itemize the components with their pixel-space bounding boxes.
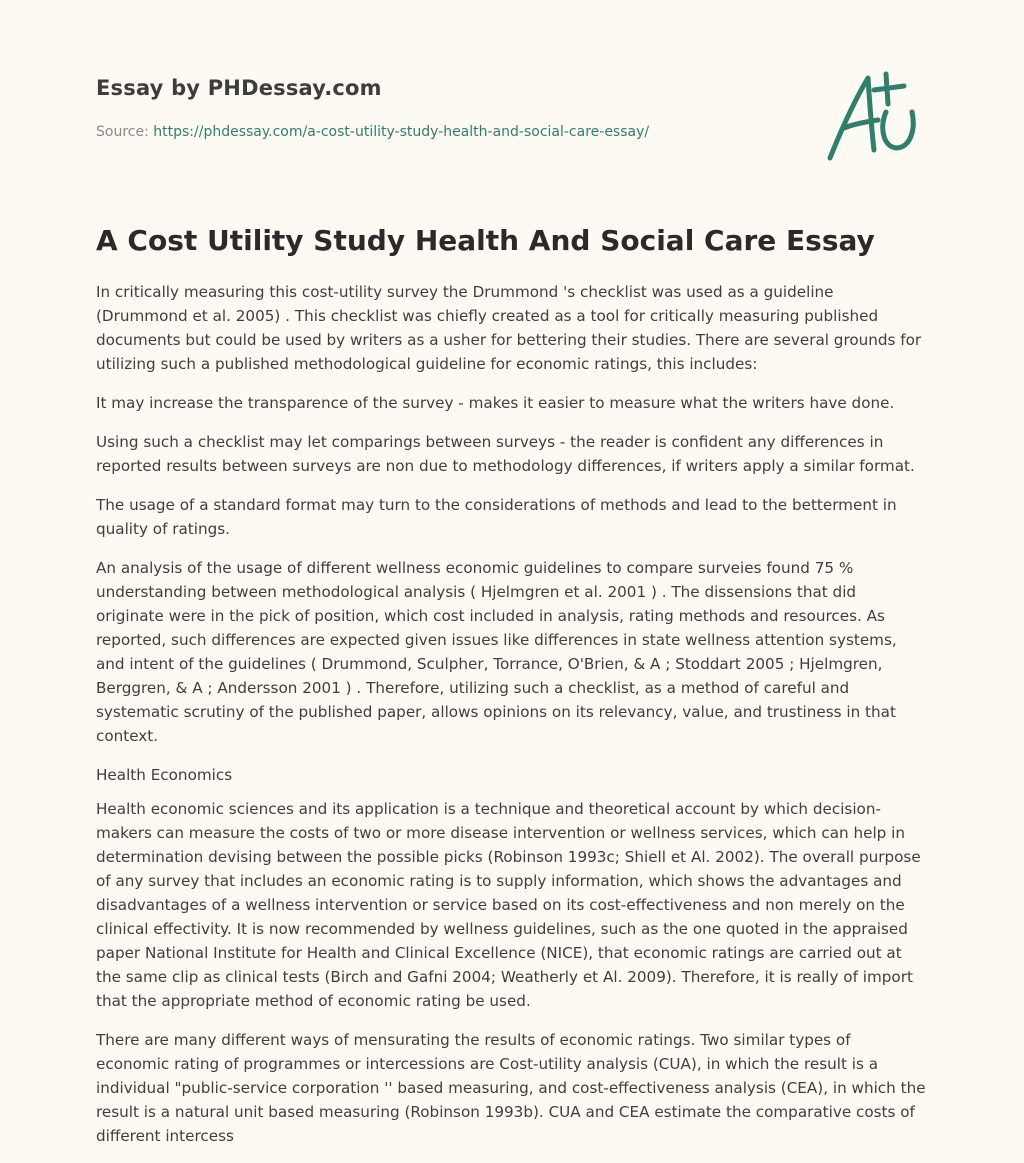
paragraph-3: Using such a checklist may let comparings between surveys - the reader is confident any differences in reported results between surveys are non due to methodology differences, if writers apply a similar format. [96,433,915,475]
essay-content [96,224,928,1163]
source-link[interactable]: https://phdessay.com/a-cost-utility-study-health-and-social-care-essay/ [153,124,650,140]
a-plus-logo-icon [822,68,926,164]
paragraph-7: There are many different ways of mensurating the results of economic ratings. Two similar types of economic rating of programmes or intercessions are Cost-utility analysis (CUA), in which the result is a individual "public-service corporation '' based measuring, and cost-effectiveness analysis (CEA), in which the result is a natural unit based measuring (Robinson 1993b). CUA and CEA estimate the comparative costs of different intercess [96,1031,926,1145]
essay-title: A Cost Utility Study Health And Social Care Essay [96,224,875,257]
paragraph-6: Health economic sciences and its application is a technique and theoretical account by which decision-makers can measure the costs of two or more disease intervention or wellness services, which can help in determination devising between the possible picks (Robinson 1993c; Shiell et Al. 2002). The overall purpose of any survey that includes an economic rating is to supply information, which shows the advantages and disadvantages of a wellness intervention or service based on its cost-effectiveness and non merely on the clinical effectivity. It is now recommended by wellness guidelines, such as the one quoted in the appraised paper National Institute for Health and Clinical Excellence (NICE), that economic ratings are carried out at the same clip as clinical tests (Birch and Gafni 2004; Weatherly et Al. 2009). Therefore, it is really of import that the appropriate method of economic rating be used. [96,800,921,1010]
section-heading: Health Economics [96,766,233,784]
source-line [96,124,796,140]
paragraph-5: An analysis of the usage of different wellness economic guidelines to compare surveies found 75 % understanding between methodological analysis ( Hjelmgren et al. 2001 ) . The dissensions that did originate were in the pick of position, which cost included in analysis, rating methods and resources. As reported, such differences are expected given issues like differences in state wellness attention systems, and intent of the guidelines ( Drummond, Sculpher, Torrance, O'Brien, & A ; Stoddart 2005 ; Hjelmgren, Berggren, & A ; Andersson 2001 ) . Therefore, utilizing such a checklist, as a method of careful and systematic scrutiny of the published paper, allows opinions on its relevancy, value, and trustiness in that context. [96,559,897,745]
page-header [96,76,796,140]
paragraph-1: In critically measuring this cost-utility survey the Drummond 's checklist was used as a guideline (Drummond et al. 2005) . This checklist was chiefly created as a tool for critically measuring published documents but could be used by writers as a usher for bettering their studies. There are several grounds for utilizing such a published methodological guideline for economic ratings, this includes: [96,283,922,373]
paragraph-2: It may increase the transparence of the survey - makes it easier to measure what the writers have done. [96,394,895,412]
paragraph-4: The usage of a standard format may turn to the considerations of methods and lead to the betterment in quality of ratings. [96,496,897,538]
source-label: Source: [96,124,149,140]
site-title: Essay by PHDessay.com [96,76,382,100]
